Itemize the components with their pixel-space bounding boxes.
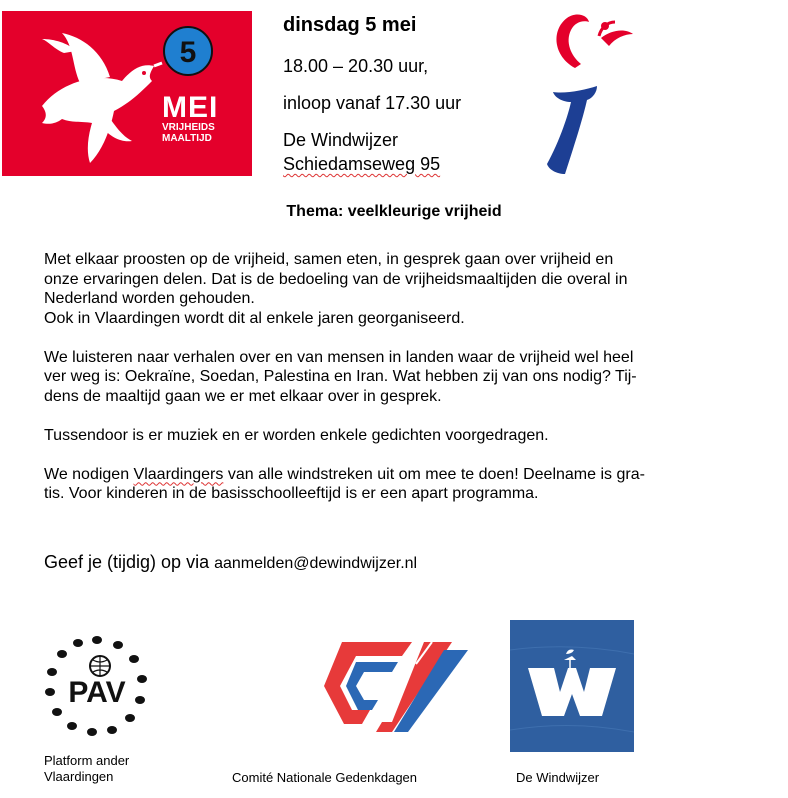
text-line: tis. Voor kinderen in de basisschoolleeftijd is er een apart programma. xyxy=(44,485,539,502)
windwijzer-caption: De Windwijzer xyxy=(516,770,600,785)
logo-number: 5 xyxy=(179,36,197,69)
vrijheidsmaaltijd-logo xyxy=(2,11,252,176)
text-line: Met elkaar proosten op de vrijheid, samen eten, in gesprek gaan over vrijheid en xyxy=(44,251,614,268)
pav-caption-line: Vlaardingen xyxy=(44,769,114,784)
text-line xyxy=(44,465,764,485)
text-line: Ook in Vlaardingen wordt dit al enkele jaren georganiseerd. xyxy=(44,309,465,327)
text-span: van alle windstreken uit om mee te doen! Deelname is gra- xyxy=(223,465,645,483)
text-line: We luisteren naar verhalen over en van mensen in landen waar de vrijheid wel heel xyxy=(44,348,634,366)
text-span-flagged: Vlaardingers xyxy=(133,465,224,483)
cng-logo xyxy=(322,636,472,736)
paragraph-music xyxy=(44,426,764,446)
logo-title: MEI xyxy=(162,91,219,124)
text-line: ver weg is: Oekraïne, Soedan, Palestina en Iran. Wat hebben zij van ons nodig? Tij- xyxy=(44,368,637,385)
paragraph-intro xyxy=(44,250,764,328)
windwijzer-w-icon xyxy=(510,620,634,752)
text-span: We nodigen xyxy=(44,465,134,483)
event-date: dinsdag 5 mei xyxy=(283,14,417,36)
event-time: 18.00 – 20.30 uur, xyxy=(283,56,429,76)
logo-subtitle xyxy=(162,122,215,144)
pav-logo xyxy=(42,632,152,742)
text-line: Tussendoor is er muziek en er worden enkele gedichten voorgedragen. xyxy=(44,426,549,444)
pav-logo-text: PAV xyxy=(68,676,126,709)
pav-caption-line: Platform ander xyxy=(44,753,130,768)
event-info xyxy=(283,12,533,174)
theme-heading: Thema: veelkleurige vrijheid xyxy=(286,203,502,220)
signup-label: Geef je (tijdig) op via xyxy=(44,552,215,572)
torch-icon xyxy=(545,8,635,178)
signup-line xyxy=(44,551,417,575)
body-text xyxy=(44,250,764,523)
logo-subtitle-1: VRIJHEIDS xyxy=(162,122,215,133)
text-line: Nederland worden gehouden. xyxy=(44,290,255,307)
event-address: Schiedamseweg 95 xyxy=(283,154,441,174)
signup-email[interactable]: aanmelden@dewindwijzer.nl xyxy=(214,555,418,572)
event-venue: De Windwijzer xyxy=(283,130,399,150)
paragraph-invitation xyxy=(44,465,764,504)
paragraph-stories xyxy=(44,348,764,407)
event-walk-in: inloop vanaf 17.30 uur xyxy=(283,93,462,113)
pav-caption xyxy=(44,753,174,785)
windwijzer-logo xyxy=(510,620,634,752)
cng-caption: Comité Nationale Gedenkdagen xyxy=(232,770,418,785)
text-line: onze ervaringen delen. Dat is de bedoeling van de vrijheidsmaaltijden die overal in xyxy=(44,270,628,288)
logo-subtitle-2: MAALTIJD xyxy=(162,133,212,144)
text-line: dens de maaltijd gaan we er met elkaar over in gesprek. xyxy=(44,387,442,405)
